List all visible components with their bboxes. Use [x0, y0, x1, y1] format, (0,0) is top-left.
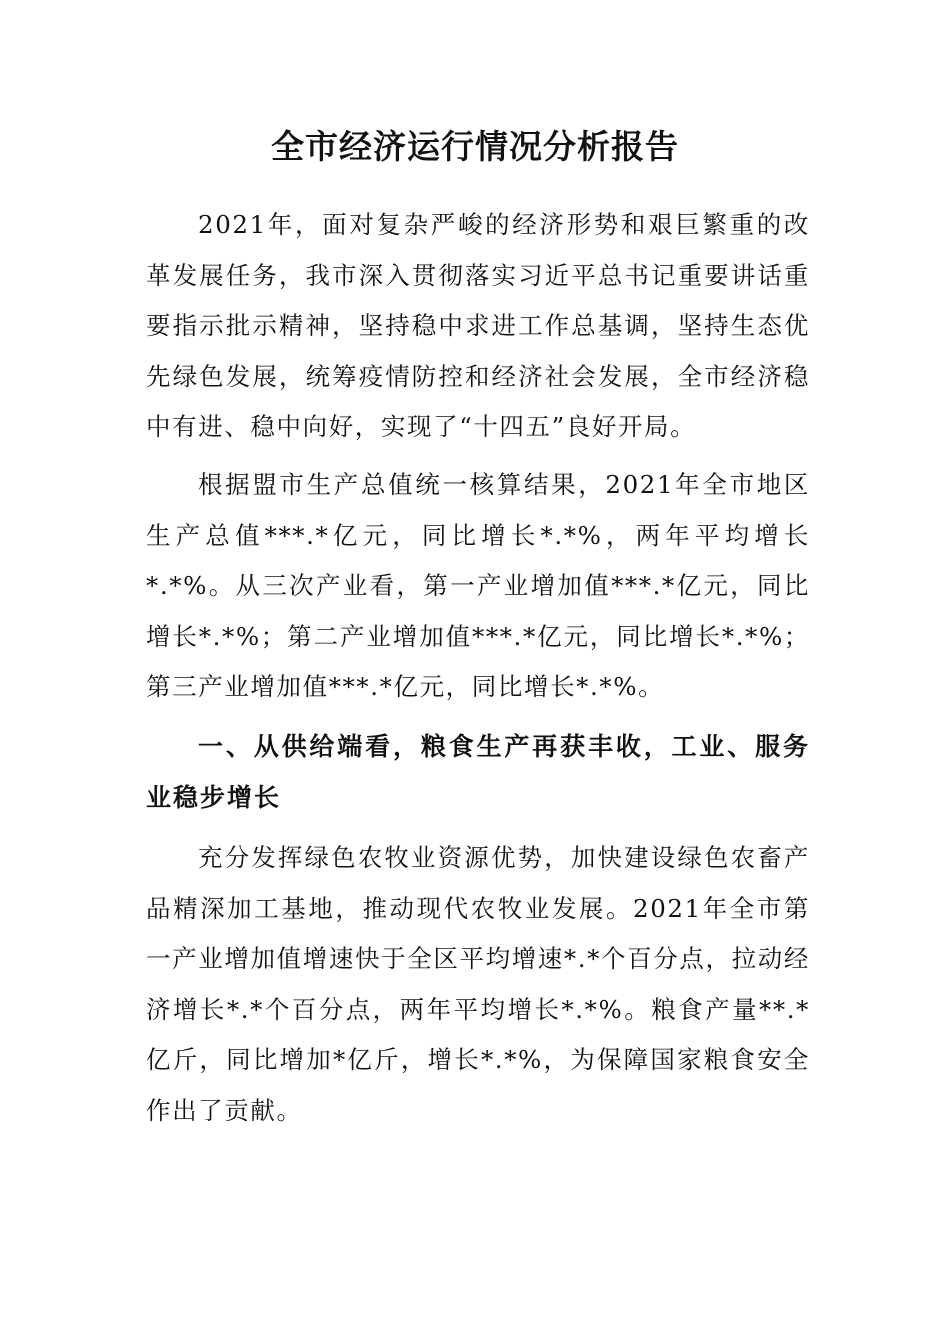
document-title: 全市经济运行情况分析报告 — [271, 127, 679, 166]
section-heading-supply-side: 一、从供给端看，粮食生产再获丰收，工业、服务业稳步增长 — [146, 732, 810, 812]
gdp-summary-paragraph: 根据盟市生产总值统一核算结果，2021年全市地区生产总值***.*亿元，同比增长*.*%，两年平均增长*.*%。从三次产业看，第一产业增加值***.*亿元，同比增长*.*%；第二产业增加值***.*亿元，同比增长*.*%；第三产业增加值***.*亿元，同比增长*.*%。 — [146, 470, 810, 701]
intro-paragraph: 2021年，面对复杂严峻的经济形势和艰巨繁重的改革发展任务，我市深入贯彻落实习近平总书记重要讲话重要指示批示精神，坚持稳中求进工作总基调，坚持生态优先绿色发展，统筹疫情防控和经济社会发展，全市经济稳中有进、稳中向好，实现了“十四五”良好开局。 — [146, 210, 810, 441]
agriculture-paragraph: 充分发挥绿色农牧业资源优势，加快建设绿色农畜产品精深加工基地，推动现代农牧业发展。2021年全市第一产业增加值增速快于全区平均增速*.*个百分点，拉动经济增长*.*个百分点，两年平均增长*.*%。粮食产量**.*亿斤，同比增加*亿斤，增长*.*%，为保障国家粮食安全作出了贡献。 — [146, 843, 810, 1125]
